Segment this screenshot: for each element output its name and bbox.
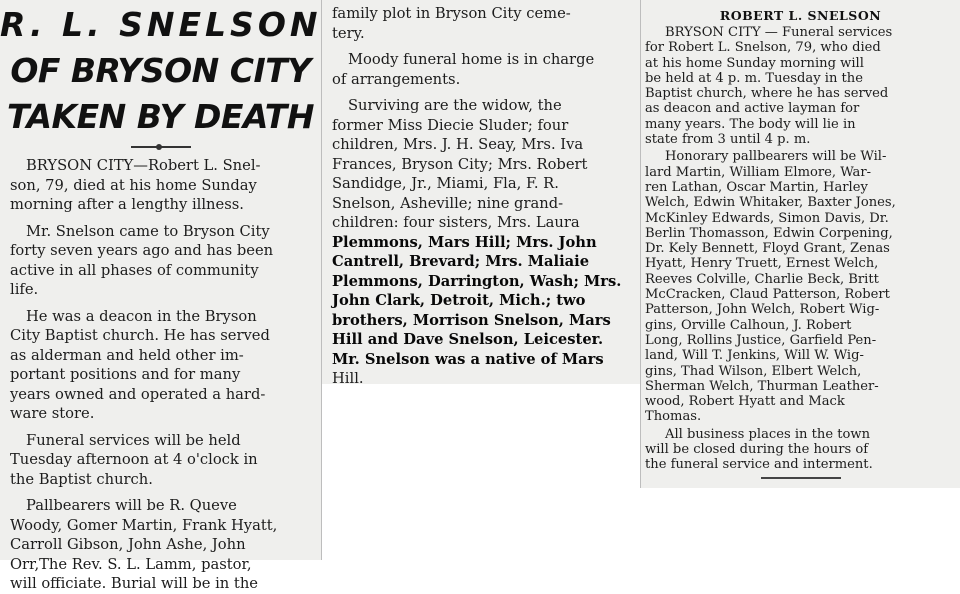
text-line: as alderman and held other im- — [10, 346, 244, 364]
text-line: John Clark, Detroit, Mich.; two — [332, 292, 586, 309]
headline — [0, 2, 321, 140]
text-line: Pallbearers will be R. Queve — [26, 497, 237, 514]
text-line: state from 3 until 4 p. m. — [645, 132, 811, 148]
text-line: Sandidge, Jr., Miami, Fla, F. R. — [332, 175, 559, 192]
text-line: Hyatt, Henry Truett, Ernest Welch, — [645, 256, 879, 272]
text-line: the funeral service and interment. — [645, 457, 873, 473]
paragraph — [641, 25, 960, 147]
text-line: gins, Orville Calhoun, J. Robert — [645, 317, 852, 333]
text-line: lard Martin, William Elmore, War- — [645, 164, 872, 180]
article-column-2 — [322, 0, 640, 387]
text-line: ren Lathan, Oscar Martin, Harley — [645, 179, 868, 195]
text-line: life. — [10, 281, 39, 298]
text-line: family plot in Bryson City ceme- — [332, 5, 571, 22]
text-line: brothers, Morrison Snelson, Mars — [332, 311, 611, 329]
text-line: McCracken, Claud Patterson, Robert — [645, 287, 890, 303]
text-line: morning after a lengthy illness. — [10, 196, 244, 213]
text-line: Baptist church, where he has served — [645, 86, 889, 102]
text-line: Orr,The Rev. S. L. Lamm, pastor, — [10, 555, 252, 573]
text-line: for Robert L. Snelson, 79, who died — [645, 40, 881, 56]
text-line: Dr. Kely Bennett, Floyd Grant, Zenas — [645, 241, 890, 257]
text-line: many years. The body will lie in — [645, 116, 856, 132]
text-line: Berlin Thomasson, Edwin Corpening, — [645, 225, 893, 241]
paragraph — [322, 4, 640, 43]
text-line: Welch, Edwin Whitaker, Baxter Jones, — [645, 195, 896, 211]
text-line: Carroll Gibson, John Ashe, John — [10, 536, 246, 553]
end-divider — [761, 477, 841, 479]
text-line: McKinley Edwards, Simon Davis, Dr. — [645, 210, 889, 226]
text-line: forty seven years ago and has been — [10, 242, 274, 259]
text-line: Long, Rollins Justice, Garfield Pen- — [645, 332, 877, 348]
text-line: years owned and operated a hard- — [10, 385, 266, 403]
text-line: gins, Thad Wilson, Elbert Welch, — [645, 363, 862, 379]
paragraph — [0, 496, 321, 594]
article-column-3 — [640, 0, 960, 488]
text-line: Cantrell, Brevard; Mrs. Maliaie — [332, 253, 590, 270]
text-line: active in all phases of community — [10, 261, 259, 279]
text-line: be held at 4 p. m. Tuesday in the — [645, 70, 863, 86]
headline-line: OF BRYSON CITY — [10, 51, 311, 90]
text-line: Frances, Bryson City; Mrs. Robert — [332, 155, 588, 173]
text-line: BRYSON CITY — Funeral services — [665, 25, 893, 40]
headline-line: TAKEN BY DEATH — [7, 97, 314, 136]
text-line: former Miss Diecie Sluder; four — [332, 116, 569, 134]
text-line: Patterson, John Welch, Robert Wig- — [645, 302, 880, 318]
text-line: Reeves Colville, Charlie Beck, Britt — [645, 271, 879, 287]
text-line: Tuesday afternoon at 4 o'clock in — [10, 451, 258, 468]
text-line: ware store. — [10, 405, 95, 422]
paragraph — [641, 149, 960, 424]
text-line: will be closed during the hours of — [645, 442, 869, 458]
article-heading: ROBERT L. SNELSON — [719, 8, 882, 23]
text-line: wood, Robert Hyatt and Mack — [645, 394, 845, 410]
text-line: Honorary pallbearers will be Wil- — [665, 149, 887, 165]
text-line: Plemmons, Mars Hill; Mrs. John — [332, 233, 597, 251]
text-line: Hill and Dave Snelson, Leicester. — [332, 331, 604, 348]
headline-line: R. L. SNELSON — [0, 5, 322, 44]
paragraph — [322, 96, 640, 389]
text-line: Woody, Gomer Martin, Frank Hyatt, — [10, 516, 278, 534]
text-line: son, 79, died at his home Sunday — [10, 176, 257, 194]
text-line: Funeral services will be held — [26, 431, 241, 449]
paragraph — [641, 427, 960, 473]
text-line: Thomas. — [645, 409, 702, 425]
paragraph — [322, 50, 640, 89]
text-line: land, Will T. Jenkins, Will W. Wig- — [645, 348, 864, 364]
text-line: children, Mrs. J. H. Seay, Mrs. Iva — [332, 136, 584, 153]
text-line: City Baptist church. He has served — [10, 327, 270, 344]
text-line: Snelson, Asheville; nine grand- — [332, 194, 564, 212]
text-line: Surviving are the widow, the — [348, 97, 562, 114]
text-line: will officiate. Burial will be in the — [10, 575, 258, 592]
text-line: at his home Sunday morning will — [645, 55, 864, 71]
text-line: the Baptist church. — [10, 470, 153, 488]
headline-divider — [131, 146, 191, 148]
text-line: children: four sisters, Mrs. Laura — [332, 214, 580, 231]
text-line: Plemmons, Darrington, Wash; Mrs. — [332, 272, 622, 290]
text-line: portant positions and for many — [10, 366, 241, 383]
text-line: All business places in the town — [665, 426, 871, 442]
paragraph — [0, 156, 321, 215]
text-line: Mr. Snelson was a native of Mars — [332, 350, 604, 368]
text-line: He was a deacon in the Bryson — [26, 307, 257, 325]
article-column-1 — [0, 0, 322, 592]
text-line: Mr. Snelson came to Bryson City — [26, 222, 270, 240]
text-line: Sherman Welch, Thurman Leather- — [645, 378, 879, 394]
text-line: as deacon and active layman for — [645, 101, 860, 117]
text-line: Moody funeral home is in charge — [348, 51, 595, 68]
paragraph — [0, 431, 321, 490]
text-line: of arrangements. — [332, 70, 461, 88]
text-line: tery. — [332, 24, 365, 42]
text-line: Hill. — [332, 370, 364, 387]
paragraph — [0, 222, 321, 300]
paragraph — [0, 307, 321, 424]
text-line: BRYSON CITY—Robert L. Snel- — [26, 157, 261, 174]
